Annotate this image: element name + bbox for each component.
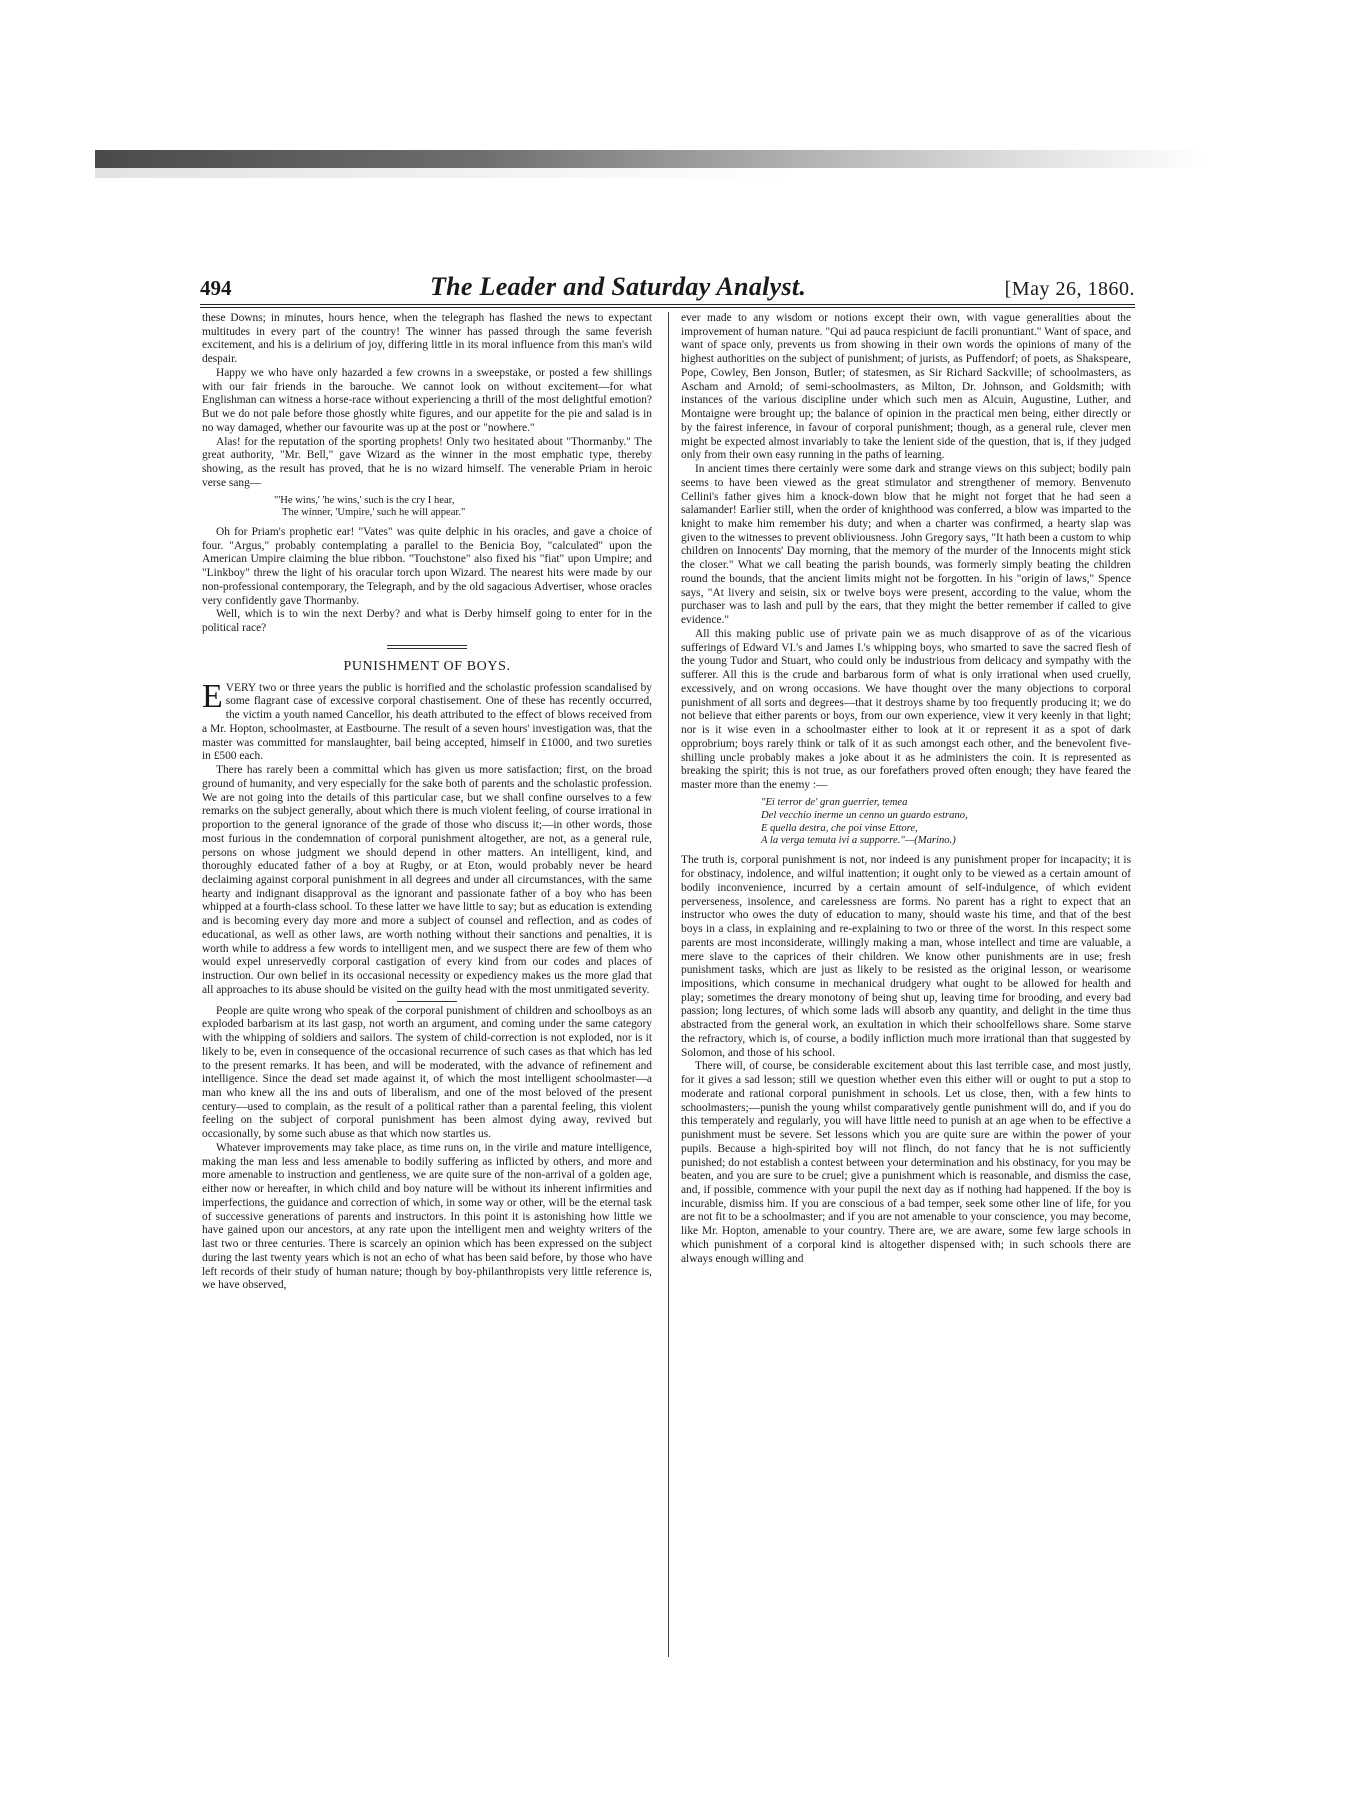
- right-paragraph-3: All this making public use of private pain we as much disapprove of as of the vicarious sufferings of Edward VI.'s and James I.'s whipping boys, who smarted to save the sacred flesh of the young Tudor and Stuart, who could only be industrious from delicacy and sympathy with the sufferer. All this is the crude and barbarous form of what is only irrational when used cruelly, excessively, and on wrong occasions. We have thought over the many objections to corporal punishment of all sorts and degrees—that it destroys shame by too frequently producing it; we do not believe that either parents or boys, from our own experience, view it very keenly in that light; nor is it wise even in a schoolmaster either to look at it or represent it as a spot of dark opprobrium; boys rarely think or talk of it as such amongst each other, and the benevolent five-shilling uncle probably makes a joke about it as he administers the coin. It is represented as breaking the spirit; this is not true, as our forefathers proved often enough; they have feared the master more than the enemy :—: [681, 627, 1131, 791]
- italian-verse-line-2: Del vecchio inerme un cenno un guardo estrano,: [761, 809, 968, 821]
- right-paragraph-1: ever made to any wisdom or notions except their own, with vague generalities about the improvement of human nature. "Qui ad pauca respiciunt de facili pronuntiant." Want of space, and want of space only, prevents us from showing in their own words the opinions of many of the highest authorities on the subject of punishment; of jurists, as Puffendorf; of poets, as Shakspeare, Pope, Cowley, Ben Jonson, Butler; of statesmen, as Sir Richard Sackville; of schoolmasters, as Ascham and Arnold; of semi-schoolmasters, as Milton, Dr. Johnson, and Goldsmith; with instances of the various discipline under which such men as Alcuin, Augustine, Luther, and Montaigne were brought up; the balance of opinion in the practical men being, either directly or by the fairest inference, in favour of corporal punishment; though, as a general rule, clever men might be expected almost invariably to take the lenient side of the question, that is, if they judged only from their own easy running in the paths of learning.: [681, 312, 1131, 462]
- right-paragraph-5: There will, of course, be considerable excitement about this last terrible case, and most justly, for it gives a sad lesson; still we question whether even this either will or ought to put a stop to moderate and rational corporal punishment in schools. Let us close, then, with a few hints to schoolmasters;—punish the young whilst comparatively gentle punishment will do, and if you do this temperately and regularly, you will have little need to punish at an age when to be effective a punishment must be severe. Set lessons which you are quite sure are within the power of your pupils. Because a high-spirited boy will not flinch, do not fancy that he is not sufficiently punished; do not establish a contest between your determination and his obstinacy, for you may be beaten, and you are sure to be cruel; give a punishment which is reasonable, and dismiss the case, and, if possible, commence with your pupil the next day as if nothing had happened. If the boy is incurable, dismiss him. If you are conscious of a bad temper, seek some other line of life, for you are not fit to be a schoolmaster; and if you are not amenable to your conscience, you may become, like Mr. Hopton, amenable to your country. There are, we are aware, some few large schools in which punishment of a corporal kind is altogether dispensed with; in such schools there are always enough willing and: [681, 1060, 1131, 1265]
- scan-artifact-band: [95, 150, 1205, 168]
- italian-verse-line-3: E quella destra, che poi vinse Ettore,: [761, 822, 918, 834]
- right-column: [681, 312, 1131, 1657]
- article-lead-paragraph: [202, 677, 652, 764]
- italian-verse-line-4: A la verga temuta ivi a supporre."—(Marino.): [761, 835, 956, 847]
- italian-verse: [761, 797, 1131, 849]
- left-column: [202, 312, 652, 1657]
- page-header: [200, 272, 1135, 302]
- issue-date: [May 26, 1860.: [1004, 278, 1135, 300]
- header-rule: [200, 304, 1135, 305]
- left-paragraph-3: Alas! for the reputation of the sporting prophets! Only two hesitated about "Thormanby." The great authority, "Mr. Bell," gave Wizard as the winner in the most emphatic type, thereby showing, as the result has proved, that he is no wizard himself. The venerable Priam in heroic verse sang—: [202, 435, 652, 489]
- right-paragraph-2: In ancient times there certainly were some dark and strange views on this subject; bodily pain seems to have been viewed as the great stimulator and strengthener of memory. Benvenuto Cellini's father gives him a knock-down blow that he might not forget that he had seen a salamander! Earlier still, when the order of knighthood was conferred, a blow was imparted to the knight to make him remember his duty; and when a charter was confirmed, a hearty slap was given to the witnesses to prevent obliviousness. John Gregory says, "It hath been a custom to whip children on Innocents' Day morning, that the memory of the murder of the Innocents might stick the closer." What we call beating the parish bounds, was formerly simply beating the children round the bounds, that the ancient limits might not be forgotten. In his "origin of laws," Spence says, "At livery and seisin, six or twelve boys were present, according to the value, whom the purchaser was to lash and pull by the ears, that they might the better remember if called to give evidence.": [681, 463, 1131, 627]
- derby-verse-line-2: The winner, 'Umpire,' such he will appear.": [282, 507, 466, 519]
- derby-verse-line-1: "'He wins,' 'he wins,' such is the cry I hear,: [274, 494, 455, 506]
- left-paragraph-7: There has rarely been a committal which has given us more satisfaction; first, on the broad ground of humanity, and very especially for the sake both of parents and the scholastic profession. We are not going into the details of this particular case, but we shall confine ourselves to a few remarks on the subject generally, about which there is much violent feeling, of course irrational in proportion to the general ignorance of the grade of those who discuss it;—in other words, those most furious in the condemnation of corporal punishment altogether, are not, as a general rule, persons on whose judgment we should depend in other matters. An intelligent, kind, and thoroughly educated father of a boy at Rugby, or at Eton, would probably never be heard declaiming against corporal punishment in all degrees and under all circumstances, with the same hearty and indignant disapproval as the ignorant and passionate father of a boy who has been whipped at a fourth-class school. To these latter we have little to say; but as education is extending and is becoming every day more and more a subject of counsel and reflection, and as codes of educational, as well as other laws, are worth nothing without their sanctions and penalties, it is worth while to address a few words to intelligent men, and we suspect there are few of them who would expel unreservedly corporal castigation of every kind from our codes and places of instruction. Our own belief in its occasional necessity or expediency makes us the more glad that all approaches to its abuse should be visited on the guilty head with the most unmitigated severity.: [202, 764, 652, 996]
- left-paragraph-4: Oh for Priam's prophetic ear! "Vates" was quite delphic in his oracles, and gave a choice of four. "Argus," probably contemplating a parallel to the Benicia Boy, "calculated" upon the American Umpire claiming the blue ribbon. "Touchstone" also fixed his "fiat" upon Umpire; and "Linkboy" threw the light of his oracular torch upon Wizard. The nearest hits were made by our non-professional contemporary, the Telegraph, and by the old sagacious Advertiser, whose oracles very confidently gave Thormanby.: [202, 525, 652, 607]
- left-paragraph-5: Well, which is to win the next Derby? and what is Derby himself going to enter for in the political race?: [202, 608, 652, 635]
- section-divider: [387, 645, 467, 649]
- header-rule-thin: [200, 307, 1135, 308]
- derby-verse: [274, 495, 652, 520]
- drop-cap: E: [202, 677, 223, 715]
- masthead-title: The Leader and Saturday Analyst.: [429, 272, 807, 301]
- italian-verse-line-1: "Ei terror de' gran guerrier, temea: [761, 796, 908, 808]
- left-paragraph-1: these Downs; in minutes, hours hence, when the telegraph has flashed the news to expectant multitudes in every part of the country! The winner has passed through the same feverish excitement, and his is a delirium of joy, differing little in its moral influence from this man's wild despair.: [202, 312, 652, 366]
- left-paragraph-2: Happy we who have only hazarded a few crowns in a sweepstake, or posted a few shillings with our fair friends in the barouche. We cannot look on without excitement—for what Englishman can witness a horse-race without experiencing a thrill of the most delightful emotion? But we do not pale before those ghostly white figures, and our appetite for the pie and salad is in no way damaged, whether our favourite was up at the post or "nowhere.": [202, 366, 652, 434]
- scan-artifact-band-light: [95, 168, 795, 178]
- left-paragraph-8: People are quite wrong who speak of the corporal punishment of children and schoolboys as an exploded barbarism at its last gasp, not worth an argument, and coming under the same category with the whipping of soldiers and sailors. The system of child-correction is not exploded, nor is it likely to be, even in consequence of the occasional recurrence of such cases as that which has led to the present remarks. It has been, and will be moderated, with the advance of refinement and intelligence. Since the dead set made against it, of which the most intelligent schoolmaster—a man who knew all the ins and outs of liberalism, and one of the most beloved of the present century—used to complain, as the result of a political rather than a parental feeling, this violent feeling on the subject of corporal punishment has been almost dying away, revived but occasionally, by some such abuse as that which now startles us.: [202, 1004, 652, 1141]
- page-number: 494: [200, 276, 232, 300]
- paragraph-divider: [397, 1001, 457, 1002]
- left-paragraph-9: Whatever improvements may take place, as time runs on, in the virile and mature intelligence, making the man less and less amenable to bodily suffering as inflicted by others, and more and more amenable to instruction and gentleness, we are quite sure of the non-arrival of a golden age, either now or hereafter, in which child and boy nature will be without its inherent infirmities and imperfections, the guidance and correction of which, in some way or other, will be the eternal task of successive generations of parents and instructors. In this point it is astonishing how little we have gained upon our ancestors, at any rate upon the intelligent men and weighty writers of the last two or three centuries. There is scarcely an opinion which has been expressed on the subject during the last twenty years which is not an echo of what has been said before, by those who have left records of their study of human nature; though by boy-philanthropists very little reference is, we have observed,: [202, 1141, 652, 1292]
- article-lead-text: VERY two or three years the public is horrified and the scholastic profession scandalised by some flagrant case of excessive corporal chastisement. One of these has recently occurred, the victim a youth named Cancellor, his death attributed to the effect of blows received from a Mr. Hopton, schoolmaster, at Eastbourne. The result of a seven hours' investigation was, that the master was committed for manslaughter, bail being accepted, himself in £1000, and two sureties in £500 each.: [202, 681, 652, 763]
- right-paragraph-4: The truth is, corporal punishment is not, nor indeed is any punishment proper for incapacity; it is for obstinacy, indolence, and wilful inattention; it ought only to be viewed as a certain amount of bodily inconvenience, incurred by a certain amount of self-indulgence, of which evident perverseness, insolence, and carelessness are forms. No parent has a right to expect that an instructor who owes the duty of education to many, should waste his time, and that of the best boys in a class, in explaining and re-explaining to two or three of the worst. In this respect some parents are most inconsiderate, willingly making a man, whose intellect and time are valuable, a mere slave to the caprices of their children. We know other punishments are in use; fresh punishment tasks, which are just as likely to be resisted as the original lesson, or wearisome impositions, which consume in mechanical drudgery what ought to be allowed for health and play; sometimes the dreary monotony of being shut up, leaving time for brooding, and every bad passion; long lectures, of which some lads will absorb any quantity, and delight in the time thus abstracted from the general work, an exultation in which their schoolfellows share. Some starve the refractory, which is, of course, a bodily infliction much more irrational than that suggested by Solomon, and those of his school.: [681, 854, 1131, 1059]
- column-divider: [668, 312, 669, 1657]
- section-title: PUNISHMENT OF BOYS.: [343, 658, 511, 674]
